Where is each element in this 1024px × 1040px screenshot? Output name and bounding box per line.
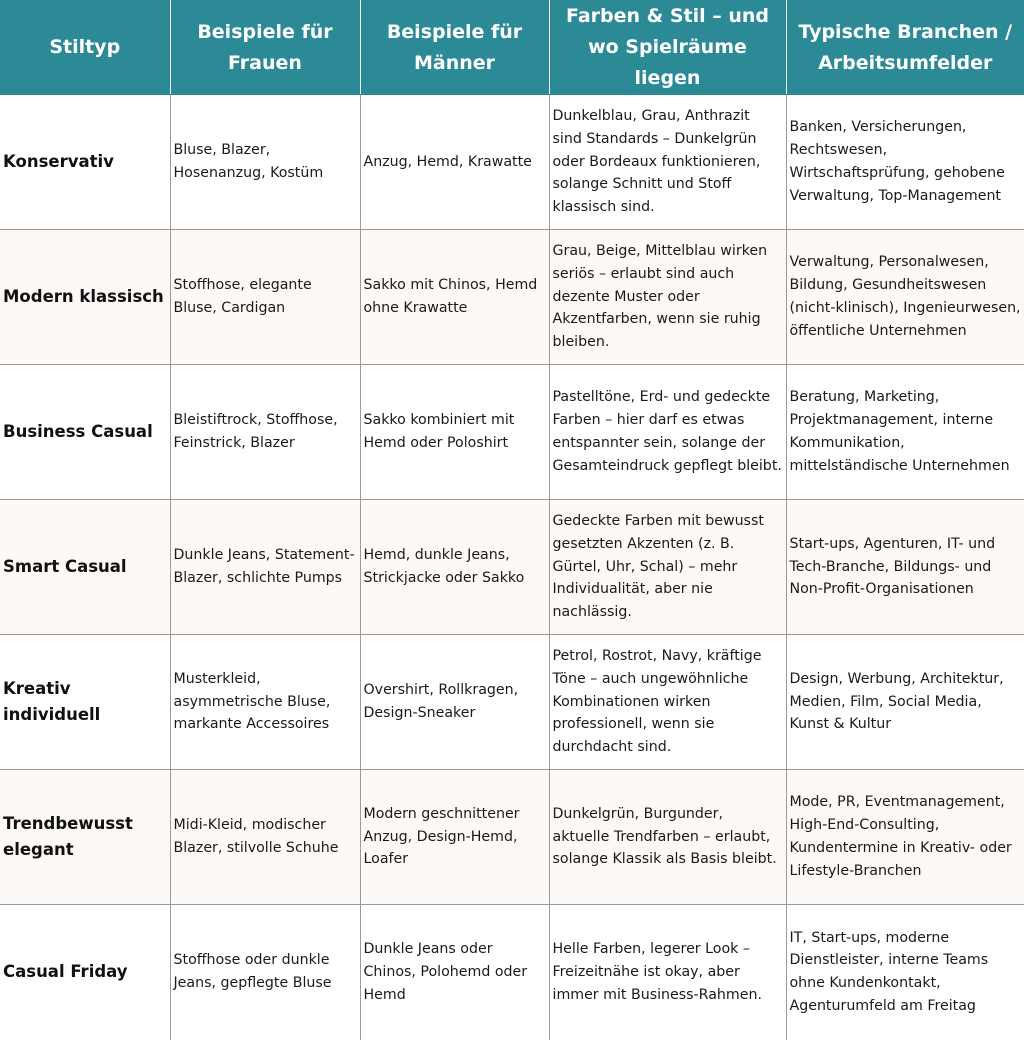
- cell-farben: Grau, Beige, Mittelblau wirken seriös – erlaubt sind auch dezente Muster oder Akzentfarben, wenn sie ruhig bleiben.: [549, 230, 786, 365]
- header-beispiele-frauen: Beispiele für Frauen: [170, 1, 360, 95]
- table-row: [0, 500, 1024, 635]
- cell-frauen: Stoffhose, elegante Bluse, Cardigan: [170, 230, 360, 365]
- cell-farben: Dunkelblau, Grau, Anthrazit sind Standards – Dunkelgrün oder Bordeaux funktionieren, solange Schnitt und Stoff klassisch sind.: [549, 95, 786, 230]
- cell-stiltyp: Trendbewusst elegant: [0, 770, 170, 905]
- cell-branchen: Beratung, Marketing, Projektmanagement, interne Kommunikation, mittelständische Unternehmen: [786, 365, 1024, 500]
- table-header: [0, 1, 1024, 95]
- cell-frauen: Dunkle Jeans, Statement-Blazer, schlichte Pumps: [170, 500, 360, 635]
- cell-maenner: Hemd, dunkle Jeans, Strickjacke oder Sakko: [360, 500, 549, 635]
- table-row: [0, 95, 1024, 230]
- cell-maenner: Anzug, Hemd, Krawatte: [360, 95, 549, 230]
- cell-farben: Gedeckte Farben mit bewusst gesetzten Akzenten (z. B. Gürtel, Uhr, Schal) – mehr Individualität, aber nie nachlässig.: [549, 500, 786, 635]
- header-branchen: Typische Branchen / Arbeitsumfelder: [786, 1, 1024, 95]
- table-row: [0, 770, 1024, 905]
- cell-farben: Helle Farben, legerer Look – Freizeitnähe ist okay, aber immer mit Business-Rahmen.: [549, 905, 786, 1040]
- cell-stiltyp: Modern klassisch: [0, 230, 170, 365]
- cell-stiltyp: Casual Friday: [0, 905, 170, 1040]
- cell-frauen: Bluse, Blazer, Hosenanzug, Kostüm: [170, 95, 360, 230]
- cell-maenner: Sakko kombiniert mit Hemd oder Poloshirt: [360, 365, 549, 500]
- cell-farben: Petrol, Rostrot, Navy, kräftige Töne – auch ungewöhnliche Kombinationen wirken professionell, wenn sie durchdacht sind.: [549, 635, 786, 770]
- cell-branchen: Verwaltung, Personalwesen, Bildung, Gesundheitswesen (nicht-klinisch), Ingenieurwesen, öffentliche Unternehmen: [786, 230, 1024, 365]
- cell-farben: Pastelltöne, Erd- und gedeckte Farben – hier darf es etwas entspannter sein, solange der Gesamteindruck gepflegt bleibt.: [549, 365, 786, 500]
- cell-stiltyp: Kreativ individuell: [0, 635, 170, 770]
- cell-frauen: Midi-Kleid, modischer Blazer, stilvolle Schuhe: [170, 770, 360, 905]
- cell-frauen: Stoffhose oder dunkle Jeans, gepflegte Bluse: [170, 905, 360, 1040]
- header-row: [0, 1, 1024, 95]
- cell-maenner: Modern geschnittener Anzug, Design-Hemd, Loafer: [360, 770, 549, 905]
- table-row: [0, 230, 1024, 365]
- cell-stiltyp: Business Casual: [0, 365, 170, 500]
- cell-branchen: Mode, PR, Eventmanagement, High-End-Consulting, Kundentermine in Kreativ- oder Lifestyle-Branchen: [786, 770, 1024, 905]
- header-stiltyp: Stiltyp: [0, 1, 170, 95]
- cell-stiltyp: Konservativ: [0, 95, 170, 230]
- cell-stiltyp: Smart Casual: [0, 500, 170, 635]
- cell-frauen: Musterkleid, asymmetrische Bluse, markante Accessoires: [170, 635, 360, 770]
- table-row: [0, 635, 1024, 770]
- cell-frauen: Bleistiftrock, Stoffhose, Feinstrick, Blazer: [170, 365, 360, 500]
- cell-branchen: Start-ups, Agenturen, IT- und Tech-Branche, Bildungs- und Non-Profit-Organisationen: [786, 500, 1024, 635]
- cell-branchen: IT, Start-ups, moderne Dienstleister, interne Teams ohne Kundenkontakt, Agenturumfeld am Freitag: [786, 905, 1024, 1040]
- header-farben-stil: Farben & Stil – und wo Spielräume liegen: [549, 1, 786, 95]
- cell-maenner: Sakko mit Chinos, Hemd ohne Krawatte: [360, 230, 549, 365]
- cell-branchen: Banken, Versicherungen, Rechtswesen, Wirtschaftsprüfung, gehobene Verwaltung, Top-Management: [786, 95, 1024, 230]
- table-body: [0, 95, 1024, 1040]
- cell-farben: Dunkelgrün, Burgunder, aktuelle Trendfarben – erlaubt, solange Klassik als Basis bleibt.: [549, 770, 786, 905]
- cell-maenner: Dunkle Jeans oder Chinos, Polohemd oder Hemd: [360, 905, 549, 1040]
- table-row: [0, 905, 1024, 1040]
- cell-maenner: Overshirt, Rollkragen, Design-Sneaker: [360, 635, 549, 770]
- header-beispiele-maenner: Beispiele für Männer: [360, 1, 549, 95]
- table-row: [0, 365, 1024, 500]
- cell-branchen: Design, Werbung, Architektur, Medien, Film, Social Media, Kunst & Kultur: [786, 635, 1024, 770]
